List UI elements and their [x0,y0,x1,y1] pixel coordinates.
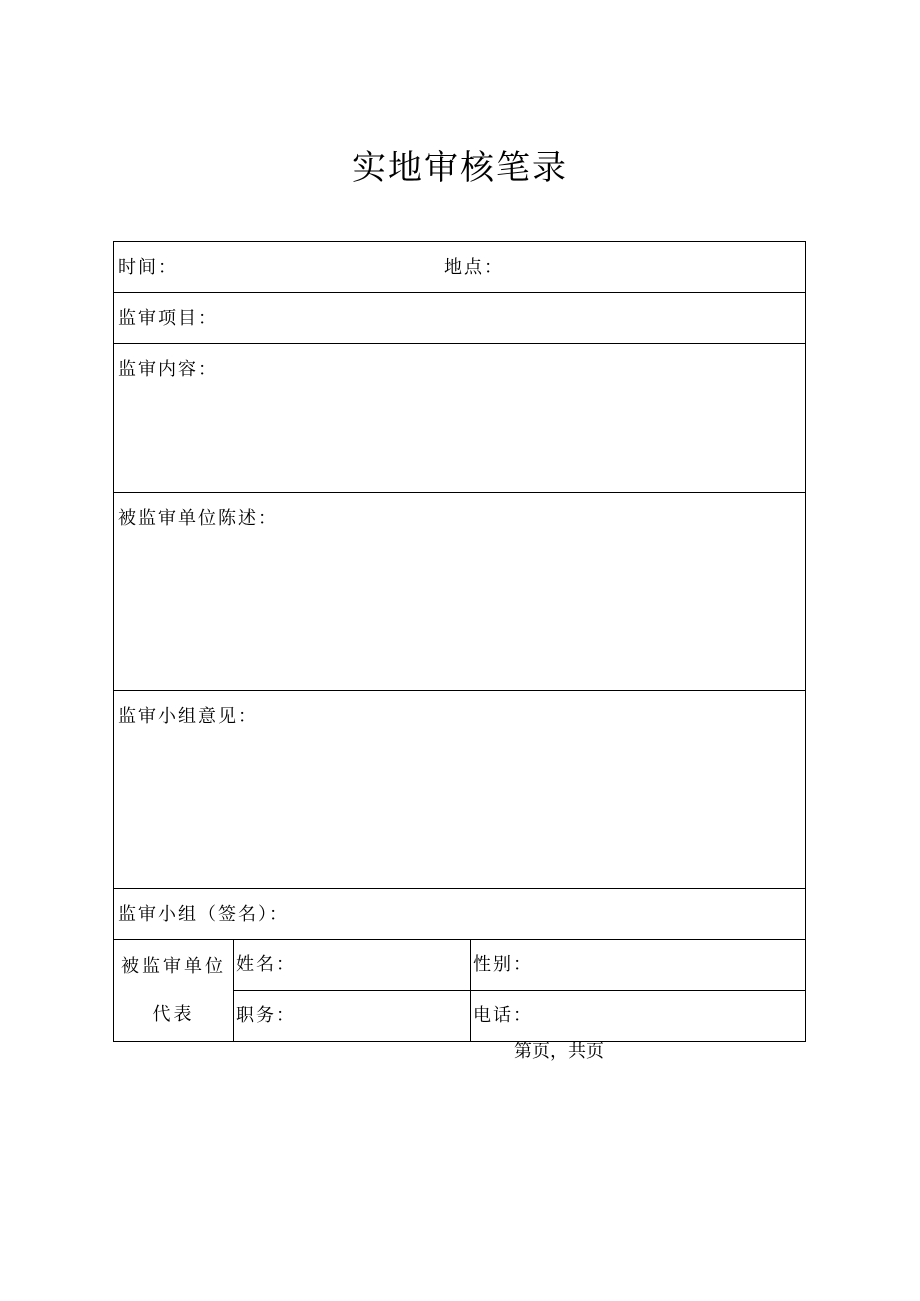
audit-item-cell[interactable] [114,293,806,344]
team-opinion-label: 监审小组意见： [118,706,258,727]
audited-statement-row [114,493,806,691]
audit-content-row [114,344,806,493]
representative-label-cell [114,940,234,1042]
time-label: 时间： [118,257,178,278]
representative-gender-cell[interactable] [471,940,806,991]
representative-phone-label: 电话： [473,1005,533,1026]
representative-position-cell[interactable] [234,991,471,1042]
audit-content-label: 监审内容： [118,359,218,380]
team-opinion-row [114,691,806,889]
audit-item-label: 监审项目： [118,308,218,329]
audit-record-form [113,241,806,1042]
audit-content-cell[interactable] [114,344,806,493]
team-opinion-cell[interactable] [114,691,806,889]
representative-name-label: 姓名： [236,954,296,975]
location-label: 地点： [444,257,504,278]
team-signature-label: 监审小组（签名）： [118,904,289,925]
audited-statement-label: 被监审单位陈述： [118,508,278,529]
representative-gender-label: 性别： [473,954,533,975]
representative-label-line1: 被监审单位 [121,955,226,977]
representative-label-line2: 代表 [152,1003,195,1025]
team-signature-row [114,889,806,940]
page-number: 第页，共页 [514,1041,604,1062]
team-signature-cell[interactable] [114,889,806,940]
document-title: 实地审核笔录 [352,148,568,188]
time-location-cell[interactable] [114,242,806,293]
representative-row-1 [114,940,806,991]
representative-phone-cell[interactable] [471,991,806,1042]
representative-name-cell[interactable] [234,940,471,991]
time-location-row [114,242,806,293]
audited-statement-cell[interactable] [114,493,806,691]
representative-position-label: 职务： [236,1005,296,1026]
audit-item-row [114,293,806,344]
